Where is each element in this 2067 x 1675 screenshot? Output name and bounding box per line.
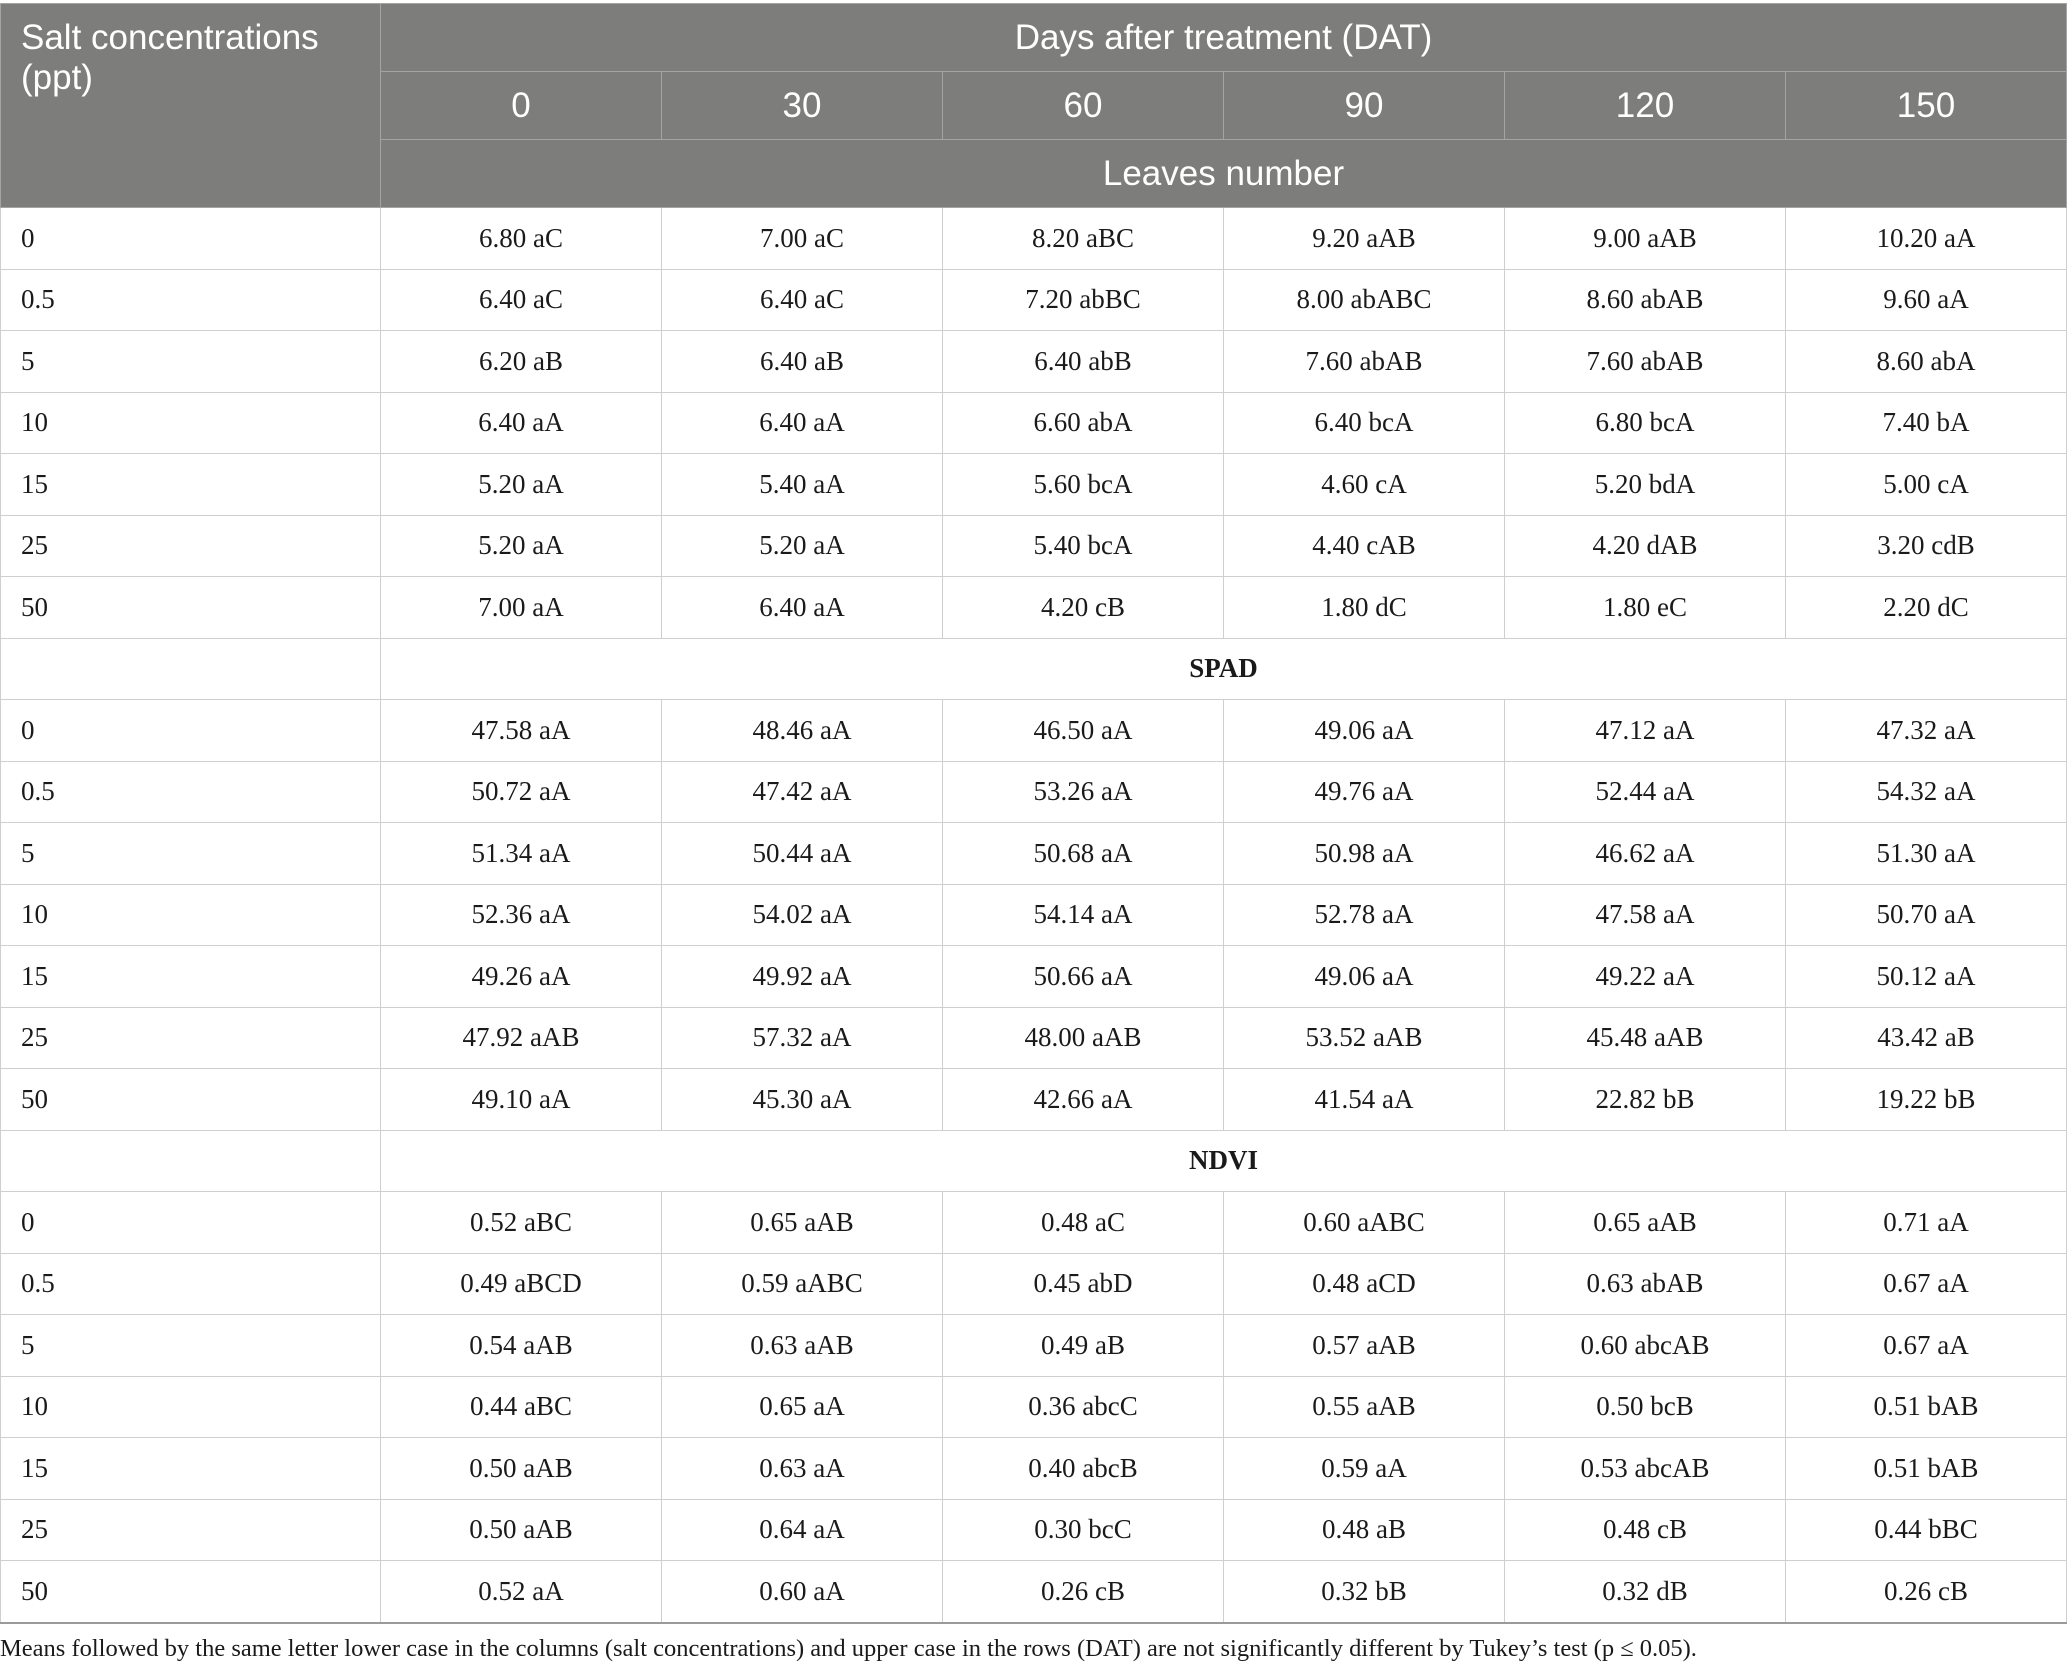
- value-cell: 0.49 aB: [943, 1315, 1224, 1377]
- value-cell: 49.26 aA: [381, 946, 662, 1008]
- value-cell: 46.50 aA: [943, 700, 1224, 762]
- table-row: [1, 1069, 2067, 1131]
- table-row: [1, 823, 2067, 885]
- value-cell: 5.20 aA: [381, 454, 662, 516]
- value-cell: 50.98 aA: [1224, 823, 1505, 885]
- table-row: [1, 208, 2067, 270]
- table-row: [1, 577, 2067, 639]
- value-cell: 49.92 aA: [662, 946, 943, 1008]
- value-cell: 54.14 aA: [943, 884, 1224, 946]
- value-cell: 47.42 aA: [662, 761, 943, 823]
- table-row: [1, 1376, 2067, 1438]
- salt-concentration-cell: 15: [1, 1438, 381, 1500]
- section-row: [1, 638, 2067, 700]
- value-cell: 4.20 cB: [943, 577, 1224, 639]
- table-row: [1, 1438, 2067, 1500]
- table-row: [1, 1007, 2067, 1069]
- value-cell: 50.72 aA: [381, 761, 662, 823]
- value-cell: 0.54 aAB: [381, 1315, 662, 1377]
- value-cell: 50.70 aA: [1786, 884, 2067, 946]
- value-cell: 0.44 bBC: [1786, 1499, 2067, 1561]
- value-cell: 47.12 aA: [1505, 700, 1786, 762]
- value-cell: 5.20 aA: [381, 515, 662, 577]
- value-cell: 52.78 aA: [1224, 884, 1505, 946]
- salt-concentration-cell: 5: [1, 1315, 381, 1377]
- value-cell: 0.60 aA: [662, 1561, 943, 1623]
- table-row: [1, 761, 2067, 823]
- value-cell: 0.64 aA: [662, 1499, 943, 1561]
- salt-concentration-cell: 25: [1, 1007, 381, 1069]
- value-cell: 50.12 aA: [1786, 946, 2067, 1008]
- value-cell: 4.60 cA: [1224, 454, 1505, 516]
- value-cell: 50.44 aA: [662, 823, 943, 885]
- value-cell: 8.60 abAB: [1505, 269, 1786, 331]
- value-cell: 49.06 aA: [1224, 946, 1505, 1008]
- value-cell: 0.48 aC: [943, 1192, 1224, 1254]
- table-row: [1, 1192, 2067, 1254]
- group-header-dat: Days after treatment (DAT): [381, 4, 2067, 72]
- day-header: 30: [662, 72, 943, 140]
- value-cell: 0.32 bB: [1224, 1561, 1505, 1623]
- table-row: [1, 1561, 2067, 1623]
- value-cell: 19.22 bB: [1786, 1069, 2067, 1131]
- table-row: [1, 454, 2067, 516]
- value-cell: 2.20 dC: [1786, 577, 2067, 639]
- value-cell: 42.66 aA: [943, 1069, 1224, 1131]
- value-cell: 6.40 aC: [381, 269, 662, 331]
- row-header-salt-concentrations: Salt concentrations (ppt): [1, 4, 381, 208]
- value-cell: 47.58 aA: [381, 700, 662, 762]
- value-cell: 51.30 aA: [1786, 823, 2067, 885]
- value-cell: 47.58 aA: [1505, 884, 1786, 946]
- value-cell: 10.20 aA: [1786, 208, 2067, 270]
- value-cell: 45.30 aA: [662, 1069, 943, 1131]
- section-row-blank-cell: [1, 638, 381, 700]
- value-cell: 0.49 aBCD: [381, 1253, 662, 1315]
- table-header: [1, 4, 2067, 208]
- value-cell: 9.60 aA: [1786, 269, 2067, 331]
- value-cell: 0.36 abcC: [943, 1376, 1224, 1438]
- value-cell: 0.40 abcB: [943, 1438, 1224, 1500]
- value-cell: 48.00 aAB: [943, 1007, 1224, 1069]
- section-header-leaves-number: Leaves number: [381, 140, 2067, 208]
- value-cell: 0.55 aAB: [1224, 1376, 1505, 1438]
- salt-concentration-cell: 0: [1, 1192, 381, 1254]
- salt-concentration-cell: 50: [1, 1069, 381, 1131]
- table-footnote: Means followed by the same letter lower case in the columns (salt concentrations) and upper case in the rows (DAT) are not significantly different by Tukey’s test (p ≤ 0.05).: [0, 1635, 1697, 1662]
- value-cell: 0.32 dB: [1505, 1561, 1786, 1623]
- value-cell: 6.40 aB: [662, 331, 943, 393]
- value-cell: 1.80 dC: [1224, 577, 1505, 639]
- value-cell: 0.48 aCD: [1224, 1253, 1505, 1315]
- table-row: [1, 1499, 2067, 1561]
- value-cell: 0.26 cB: [943, 1561, 1224, 1623]
- value-cell: 6.40 bcA: [1224, 392, 1505, 454]
- salt-concentration-cell: 0.5: [1, 1253, 381, 1315]
- salt-concentration-cell: 50: [1, 577, 381, 639]
- value-cell: 0.71 aA: [1786, 1192, 2067, 1254]
- section-row: [1, 1130, 2067, 1192]
- value-cell: 6.20 aB: [381, 331, 662, 393]
- day-header: 120: [1505, 72, 1786, 140]
- value-cell: 8.60 abA: [1786, 331, 2067, 393]
- value-cell: 0.59 aABC: [662, 1253, 943, 1315]
- table-row: [1, 331, 2067, 393]
- value-cell: 6.60 abA: [943, 392, 1224, 454]
- value-cell: 6.80 bcA: [1505, 392, 1786, 454]
- value-cell: 1.80 eC: [1505, 577, 1786, 639]
- value-cell: 53.26 aA: [943, 761, 1224, 823]
- value-cell: 0.63 abAB: [1505, 1253, 1786, 1315]
- value-cell: 0.26 cB: [1786, 1561, 2067, 1623]
- salt-concentration-cell: 10: [1, 884, 381, 946]
- value-cell: 0.52 aBC: [381, 1192, 662, 1254]
- value-cell: 0.48 cB: [1505, 1499, 1786, 1561]
- value-cell: 54.02 aA: [662, 884, 943, 946]
- table-row: [1, 1253, 2067, 1315]
- value-cell: 0.51 bAB: [1786, 1438, 2067, 1500]
- table-row: [1, 515, 2067, 577]
- value-cell: 8.20 aBC: [943, 208, 1224, 270]
- value-cell: 49.22 aA: [1505, 946, 1786, 1008]
- value-cell: 0.60 aABC: [1224, 1192, 1505, 1254]
- value-cell: 9.00 aAB: [1505, 208, 1786, 270]
- value-cell: 4.20 dAB: [1505, 515, 1786, 577]
- value-cell: 0.50 aAB: [381, 1438, 662, 1500]
- value-cell: 0.65 aAB: [662, 1192, 943, 1254]
- value-cell: 45.48 aAB: [1505, 1007, 1786, 1069]
- value-cell: 0.48 aB: [1224, 1499, 1505, 1561]
- value-cell: 22.82 bB: [1505, 1069, 1786, 1131]
- section-title: SPAD: [381, 638, 2067, 700]
- value-cell: 49.10 aA: [381, 1069, 662, 1131]
- value-cell: 0.67 aA: [1786, 1315, 2067, 1377]
- salt-concentration-cell: 0.5: [1, 269, 381, 331]
- value-cell: 49.06 aA: [1224, 700, 1505, 762]
- salt-concentration-cell: 50: [1, 1561, 381, 1623]
- value-cell: 52.44 aA: [1505, 761, 1786, 823]
- results-table: [0, 3, 2067, 1624]
- table-row: [1, 700, 2067, 762]
- salt-concentration-cell: 0.5: [1, 761, 381, 823]
- value-cell: 0.60 abcAB: [1505, 1315, 1786, 1377]
- table-row: [1, 946, 2067, 1008]
- value-cell: 41.54 aA: [1224, 1069, 1505, 1131]
- value-cell: 5.40 bcA: [943, 515, 1224, 577]
- section-title: NDVI: [381, 1130, 2067, 1192]
- value-cell: 48.46 aA: [662, 700, 943, 762]
- day-header: 0: [381, 72, 662, 140]
- value-cell: 0.65 aA: [662, 1376, 943, 1438]
- table-row: [1, 269, 2067, 331]
- day-header: 150: [1786, 72, 2067, 140]
- value-cell: 46.62 aA: [1505, 823, 1786, 885]
- value-cell: 51.34 aA: [381, 823, 662, 885]
- value-cell: 0.51 bAB: [1786, 1376, 2067, 1438]
- salt-concentration-cell: 10: [1, 392, 381, 454]
- value-cell: 0.50 bcB: [1505, 1376, 1786, 1438]
- value-cell: 57.32 aA: [662, 1007, 943, 1069]
- salt-concentration-cell: 5: [1, 331, 381, 393]
- value-cell: 50.68 aA: [943, 823, 1224, 885]
- value-cell: 6.40 abB: [943, 331, 1224, 393]
- value-cell: 0.63 aA: [662, 1438, 943, 1500]
- value-cell: 6.40 aA: [662, 392, 943, 454]
- value-cell: 5.40 aA: [662, 454, 943, 516]
- value-cell: 9.20 aAB: [1224, 208, 1505, 270]
- value-cell: 53.52 aAB: [1224, 1007, 1505, 1069]
- salt-concentration-cell: 0: [1, 208, 381, 270]
- value-cell: 5.20 bdA: [1505, 454, 1786, 516]
- value-cell: 0.65 aAB: [1505, 1192, 1786, 1254]
- value-cell: 0.30 bcC: [943, 1499, 1224, 1561]
- value-cell: 5.00 cA: [1786, 454, 2067, 516]
- salt-concentration-cell: 15: [1, 946, 381, 1008]
- value-cell: 4.40 cAB: [1224, 515, 1505, 577]
- table-body: [1, 208, 2067, 1623]
- value-cell: 6.40 aA: [662, 577, 943, 639]
- value-cell: 0.45 abD: [943, 1253, 1224, 1315]
- day-header: 60: [943, 72, 1224, 140]
- value-cell: 3.20 cdB: [1786, 515, 2067, 577]
- salt-concentration-cell: 10: [1, 1376, 381, 1438]
- value-cell: 8.00 abABC: [1224, 269, 1505, 331]
- value-cell: 54.32 aA: [1786, 761, 2067, 823]
- salt-concentration-cell: 25: [1, 515, 381, 577]
- value-cell: 0.67 aA: [1786, 1253, 2067, 1315]
- value-cell: 0.59 aA: [1224, 1438, 1505, 1500]
- value-cell: 0.63 aAB: [662, 1315, 943, 1377]
- salt-concentration-cell: 0: [1, 700, 381, 762]
- value-cell: 52.36 aA: [381, 884, 662, 946]
- value-cell: 6.40 aA: [381, 392, 662, 454]
- value-cell: 5.20 aA: [662, 515, 943, 577]
- salt-concentration-cell: 5: [1, 823, 381, 885]
- table-row: [1, 1315, 2067, 1377]
- value-cell: 47.32 aA: [1786, 700, 2067, 762]
- value-cell: 43.42 aB: [1786, 1007, 2067, 1069]
- value-cell: 50.66 aA: [943, 946, 1224, 1008]
- value-cell: 0.53 abcAB: [1505, 1438, 1786, 1500]
- value-cell: 7.60 abAB: [1505, 331, 1786, 393]
- value-cell: 6.80 aC: [381, 208, 662, 270]
- value-cell: 6.40 aC: [662, 269, 943, 331]
- value-cell: 7.40 bA: [1786, 392, 2067, 454]
- value-cell: 7.00 aA: [381, 577, 662, 639]
- salt-concentration-cell: 15: [1, 454, 381, 516]
- value-cell: 0.52 aA: [381, 1561, 662, 1623]
- table-row: [1, 884, 2067, 946]
- table-row: [1, 392, 2067, 454]
- value-cell: 7.00 aC: [662, 208, 943, 270]
- value-cell: 49.76 aA: [1224, 761, 1505, 823]
- day-header: 90: [1224, 72, 1505, 140]
- value-cell: 7.20 abBC: [943, 269, 1224, 331]
- value-cell: 47.92 aAB: [381, 1007, 662, 1069]
- value-cell: 5.60 bcA: [943, 454, 1224, 516]
- value-cell: 0.57 aAB: [1224, 1315, 1505, 1377]
- value-cell: 0.50 aAB: [381, 1499, 662, 1561]
- value-cell: 0.44 aBC: [381, 1376, 662, 1438]
- section-row-blank-cell: [1, 1130, 381, 1192]
- salt-concentration-cell: 25: [1, 1499, 381, 1561]
- value-cell: 7.60 abAB: [1224, 331, 1505, 393]
